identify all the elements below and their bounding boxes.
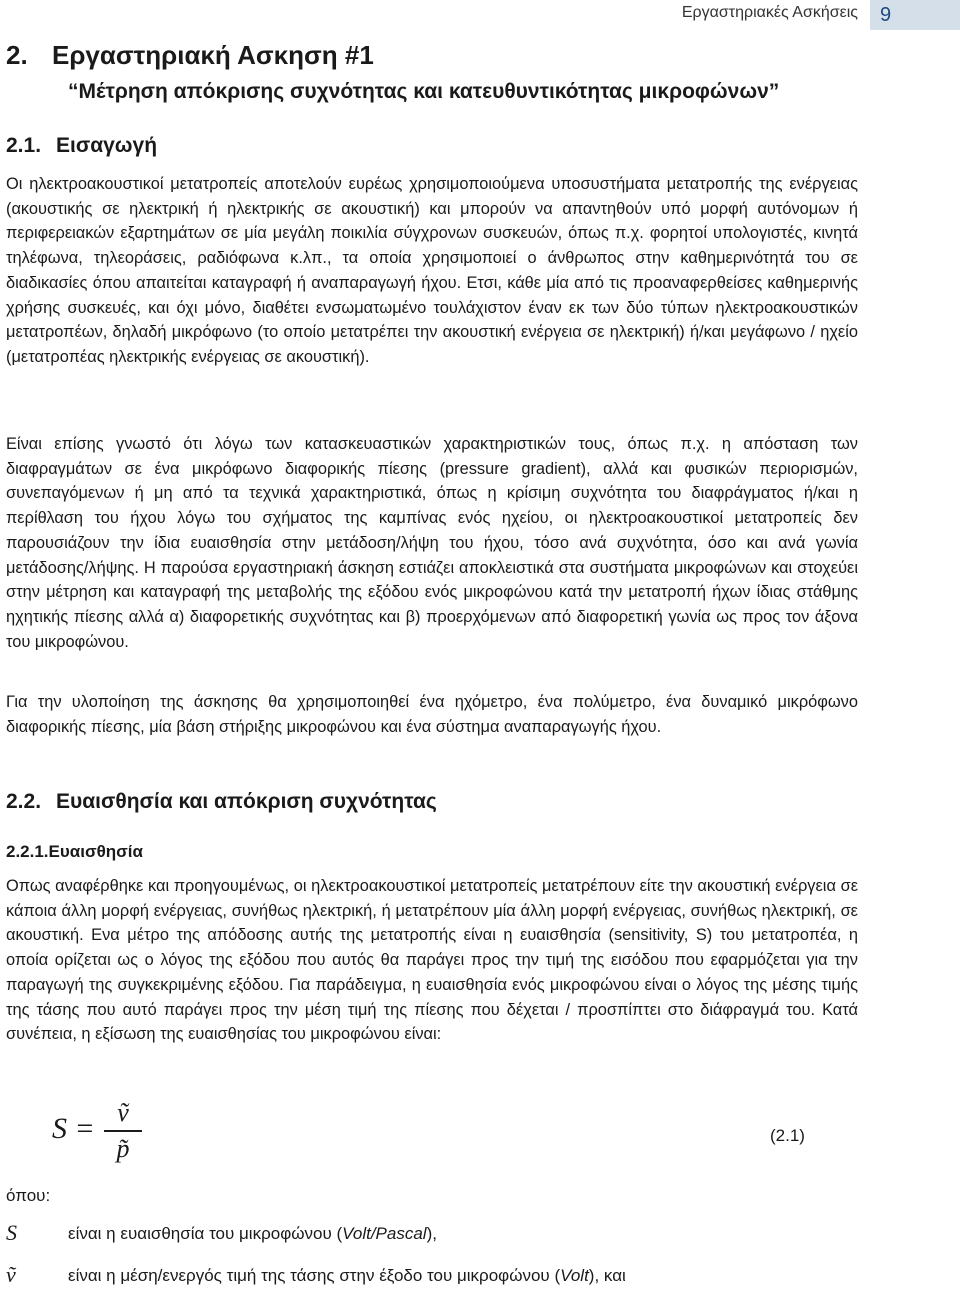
subsection-number: 2.2.1. xyxy=(6,842,49,861)
definition-post: ), και xyxy=(588,1266,626,1285)
equation-numerator: ṽ xyxy=(117,1098,129,1127)
subsection-title: Ευαισθησία xyxy=(48,842,143,861)
definition-pre: είναι η ευαισθησία του μικροφώνου ( xyxy=(68,1224,343,1243)
paragraph-intro-1: Οι ηλεκτροακουστικοί μετατροπείς αποτελούν ευρέως χρησιμοποιούμενα υποσυστήματα μετατροπής της ενέργειας (ακουστικής σε ηλεκτρική ή ηλεκτρικής σε ακουστική) και μπορούν να απαντηθούν υπό μορφή αυτόνομων ή περιφερειακών εξαρτημάτων σε μία μεγάλη ποικιλία σύγχρονων συσκευών, όπως π.χ. φορητοί υπολογιστές, κινητά τηλέφωνα, τηλεοράσεις, ραδιόφωνα κ.λπ., τα οποία χρησιμοποιεί ο άνθρωπος στην καθημερινότητά του σε διαδικασίες όπου απαιτείται καταγραφή ή αναπαραγωγή ήχου. Ετσι, κάθε μία από τις προαναφερθείσες καθημερινής χρήσης συσκευές, και όχι μόνο, διαθέτει ενσωματωμένο τουλάχιστον έναν εκ των δύο τύπων ηλεκτροακουστικών μετατροπέων, δηλαδή μικρόφωνο (το οποίο μετατρέπει την ακουστική ενέργεια σε ηλεκτρική) ή/και μεγάφωνο / ηχείο (μετατροπέας ηλεκτρικής ενέργειας σε ακουστική). xyxy=(6,175,858,366)
definition-post: ), xyxy=(426,1224,437,1243)
chapter-subtitle: “Μέτρηση απόκρισης συχνότητας και κατευθυντικότητας μικροφώνων” xyxy=(68,80,780,103)
paragraph-intro-2: Είναι επίσης γνωστό ότι λόγω των κατασκευαστικών χαρακτηριστικών τους, όπως π.χ. η απόσταση των διαφραγμάτων σε ένα μικρόφωνο διαφορικής πίεσης (pressure gradient), αλλά και φυσικών περιορισμών, συνεπαγόμενων ή μη από τα τεχνικά χαρακτηριστικά, όπως η κρίσιμη συχνότητα του διαφράγματος ή/και η περίθλαση του ήχου λόγω του σχήματος της καμπίνας ενός ηχείου, οι ηλεκτροακουστικοί μετατροπείς δεν παρουσιάζουν την ίδια ευαισθησία στην μετάδοση/λήψη του ήχου, τόσο ανά συχνότητα, όσο και ανά γωνία μετάδοσης/λήψης. Η παρούσα εργαστηριακή άσκηση εστιάζει αποκλειστικά στα συστήματα μικροφώνων και στοχεύει στην μέτρηση και καταγραφή της μεταβολής της εξόδου ενός μικροφώνου κατά την μετατροπή ήχων ίδιας στάθμης ηχητικής πίεσης αλλά α) διαφορετικής συχνότητας και β) προερχόμενων από διαφορετική γωνία ως προς τον άξονα του μικροφώνου. xyxy=(6,435,858,651)
definition-symbol: S xyxy=(6,1220,17,1245)
definition-unit: Volt/Pascal xyxy=(342,1224,427,1243)
chapter-heading xyxy=(6,40,374,71)
chapter-title: Εργαστηριακή Ασκηση #1 xyxy=(52,40,374,70)
fraction-bar xyxy=(104,1130,142,1132)
section-title: Ευαισθησία και απόκριση συχνότητας xyxy=(56,790,437,813)
equation-label: (2.1) xyxy=(770,1126,805,1145)
paragraph-sensitivity: Οπως αναφέρθηκε και προηγουμένως, οι ηλεκτροακουστικοί μετατροπείς μετατρέπουν είτε την ακουστική ενέργεια σε κάποια άλλη μορφή ενέργειας, συνήθως ηλεκτρική, ή μετατρέπουν μία άλλη μορφή ενέργειας, συνήθως ηλεκτρική, σε ακουστική. Ενα μέτρο της απόδοσης αυτής της μετατροπής είναι η ευαισθησία (sensitivity, S) του μετατροπέα, η οποία ορίζεται ως ο λόγος της εξόδου που αυτός θα παράγει προς την τιμή της εισόδου που εφαρμόζεται για την παραγωγή της συγκεκριμένης εξόδου. Για παράδειγμα, η ευαισθησία ενός μικροφώνου είναι ο λόγος της μέσης τιμής της τάσης που αυτό παράγει προς την μέση τιμή της πίεσης που δέχεται / προσπίπτει στο διάφραγμά του. Κατά συνέπεια, η εξίσωση της ευαισθησίας του μικροφώνου είναι: xyxy=(6,877,858,1044)
definition-pre: είναι η μέση/ενεργός τιμή της τάσης στην έξοδο του μικροφώνου ( xyxy=(68,1266,561,1285)
section-heading-intro xyxy=(6,134,157,158)
paragraph-intro-3: Για την υλοποίηση της άσκησης θα χρησιμοποιηθεί ένα ηχόμετρο, ένα πολύμετρο, ένα δυναμικό μικρόφωνο διαφορικής πίεσης, μία βάση στήριξης μικροφώνου και ένα σύστημα αναπαραγωγής ήχου. xyxy=(6,693,858,736)
page-number: 9 xyxy=(870,0,960,30)
definition-unit: Volt xyxy=(560,1266,589,1285)
section-heading-sensitivity xyxy=(6,790,437,814)
definition-text xyxy=(68,1224,437,1244)
section-number: 2.2. xyxy=(6,790,42,813)
where-label: όπου: xyxy=(6,1186,51,1205)
section-number: 2.1. xyxy=(6,134,42,157)
subsection-heading xyxy=(6,842,143,862)
equation-fraction xyxy=(104,1098,142,1164)
definition-symbol: ṽ xyxy=(6,1262,16,1287)
chapter-number: 2. xyxy=(6,40,28,70)
section-title: Εισαγωγή xyxy=(56,134,158,157)
equation-lhs: S = xyxy=(52,1112,95,1145)
running-header: Εργαστηριακές Ασκήσεις xyxy=(681,4,858,21)
definition-text xyxy=(68,1266,626,1286)
equation-denominator: p̃ xyxy=(116,1134,130,1163)
